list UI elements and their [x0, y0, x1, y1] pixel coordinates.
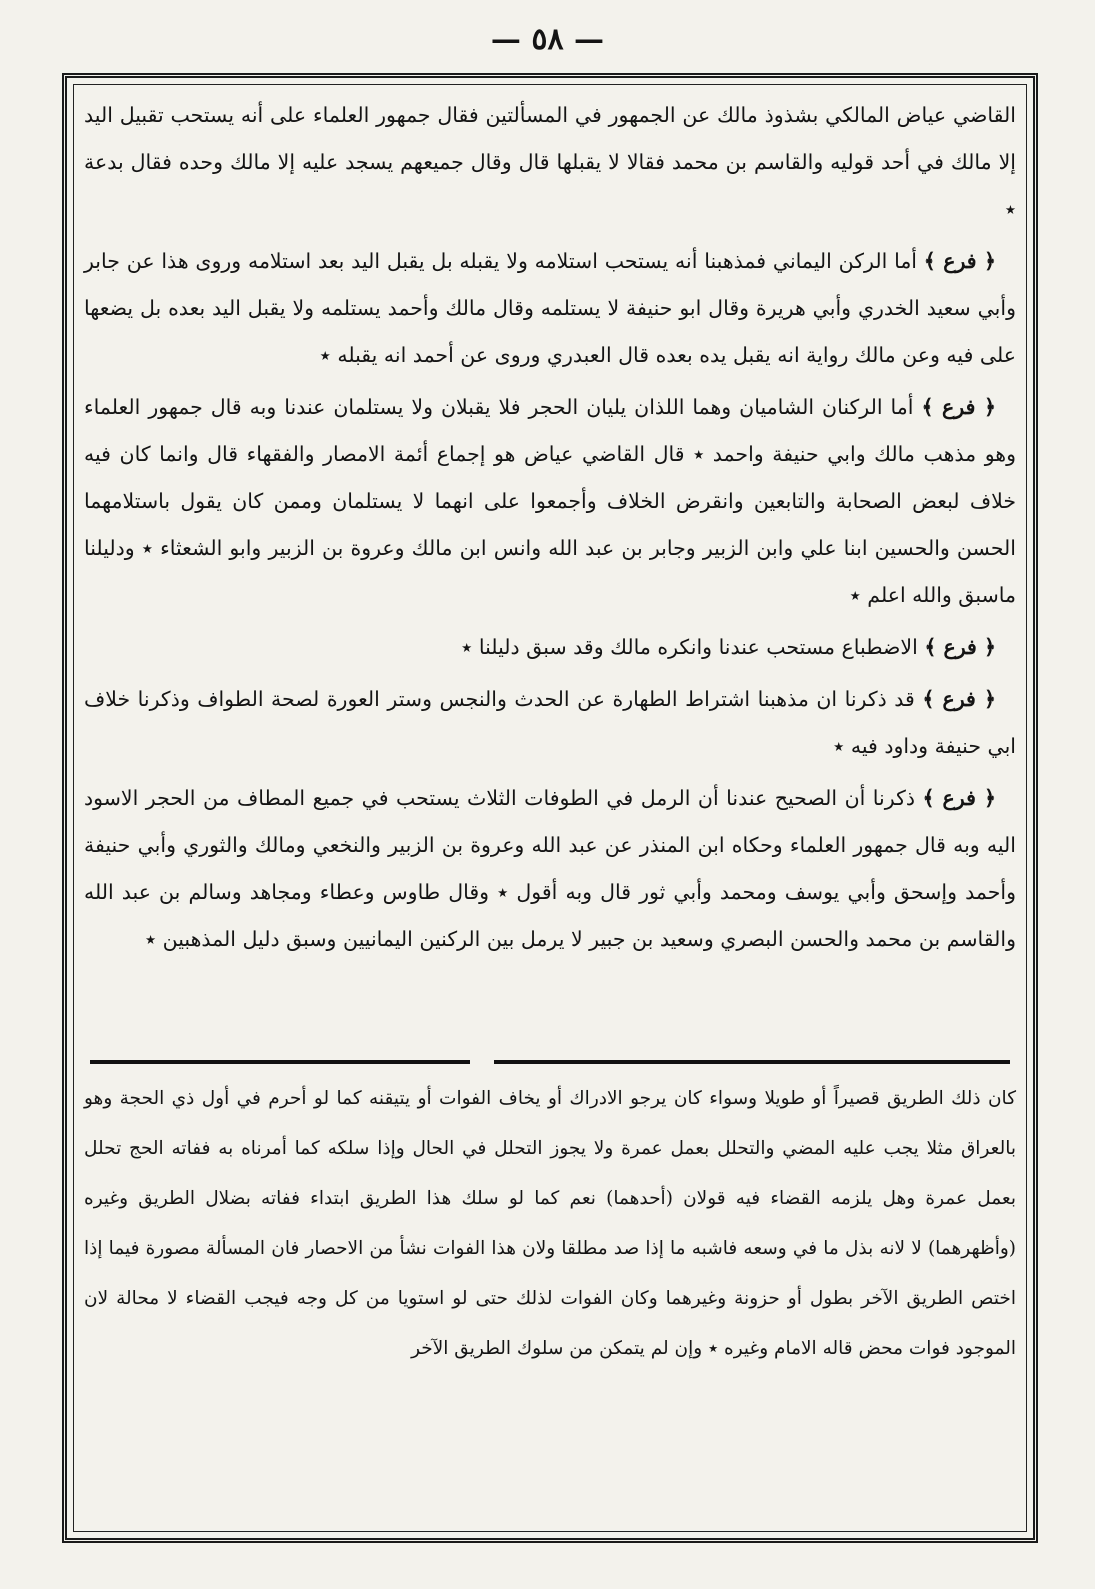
- far-label: ﴿ فرع ﴾: [922, 786, 997, 810]
- paragraph-6: [84, 775, 1016, 963]
- paragraph-3-text: أما الركنان الشاميان وهما اللذان يليان الحجر فلا يقبلان ولا يستلمان عندنا وبه قال جمهور العلماء وهو مذهب مالك وابي حنيفة واحمد ٭ قال القاضي عياض هو إجماع أئمة الامصار والفقهاء قال وانما كان فيه خلاف لبعض الصحابة والتابعين وانقرض الخلاف وأجمعوا على انهما لا يستلمان وممن كان يقول باستلامهما الحسن والحسين ابنا علي وابن الزبير وجابر بن عبد الله وانس ابن مالك وعروة بن الزبير وابو الشعثاء ٭ ودليلنا ماسبق والله اعلم ٭: [84, 395, 1016, 607]
- paragraph-2-text: أما الركن اليماني فمذهبنا أنه يستحب استلامه ولا يقبله بل يقبل اليد بعد استلامه وروى هذا عن جابر وأبي سعيد الخدري وأبي هريرة وقال ابو حنيفة لا يستلمه وقال مالك وأحمد يستلمه ولا يقبل اليد بعده بل يضعها على فيه وعن مالك رواية انه يقبل يده بعده قال العبدري وروى عن أحمد انه يقبله ٭: [84, 249, 1016, 367]
- page-number: — ٥٨ —: [490, 22, 605, 57]
- paragraph-1: القاضي عياض المالكي بشذوذ مالك عن الجمهور في المسألتين فقال جمهور العلماء على أنه يستحب تقبيل اليد إلا مالك في أحد قوليه والقاسم بن محمد فقالا لا يقبلها قال وقال جميعهم يسجد عليه إلا مالك وحده فقال بدعة ٭: [84, 103, 1016, 221]
- paragraph-5-text: قد ذكرنا ان مذهبنا اشتراط الطهارة عن الحدث والنجس وستر العورة لصحة الطواف وذكرنا خلاف ابي حنيفة وداود فيه ٭: [84, 687, 1016, 758]
- footnote-text: كان ذلك الطريق قصيراً أو طويلا وسواء كان يرجو الادراك أو يخاف الفوات أو يتيقنه كما لو أحرم في أول ذي الحجة وهو بالعراق مثلا يجب عليه المضي والتحلل بعمل عمرة ولا يجوز التحلل في الحال وإذا سلكه كما أمرناه به ففاته الحج تحلل بعمل عمرة وهل يلزمه القضاء فيه قولان (أحدهما) نعم كما لو سلك هذا الطريق ابتداء ففاته بضلال الطريق وغيره (وأظهرهما) لا لانه بذل ما في وسعه فاشبه ما إذا صد مطلقا ولان هذا الفوات نشأ من الاحصار فان المسألة مصورة فيما إذا اختص الطريق الآخر بطول أو حزونة وغيرهما وكان الفوات لذلك حتى لو استويا من كل وجه فيجب القضاء لا محالة لان الموجود فوات محض قاله الامام وغيره ٭ وإن لم يتمكن من سلوك الطريق الآخر: [84, 1088, 1016, 1359]
- far-label: ﴿ فرع ﴾: [924, 635, 996, 659]
- footnote-divider-gap: [470, 1052, 494, 1072]
- footnote-divider: [90, 1060, 1010, 1064]
- far-label: ﴿ فرع ﴾: [921, 395, 996, 419]
- far-label: ﴿ فرع ﴾: [923, 249, 996, 273]
- main-text: [84, 92, 1016, 968]
- paragraph-4: [84, 624, 1016, 671]
- paragraph-5: [84, 676, 1016, 770]
- paragraph-4-text: الاضطباع مستحب عندنا وانكره مالك وقد سبق دليلنا ٭: [461, 635, 918, 659]
- far-label: ﴿ فرع ﴾: [922, 687, 996, 711]
- paragraph-6-text: ذكرنا أن الصحيح عندنا أن الرمل في الطوفات الثلاث يستحب في جميع المطاف من الحجر الاسود اليه وبه قال جمهور العلماء وحكاه ابن المنذر عن عبد الله وعروة بن الزبير والنخعي ومالك والثوري وأبي حنيفة وأحمد وإسحق وأبي يوسف ومحمد وأبي ثور قال وبه أقول ٭ وقال طاوس وعطاء ومجاهد وسالم بن عبد الله والقاسم بن محمد والحسن البصري وسعيد بن جبير لا يرمل بين الركنين اليمانيين وسبق دليل المذهبين ٭: [84, 786, 1016, 951]
- paragraph-2: [84, 238, 1016, 379]
- paragraph-3: [84, 384, 1016, 619]
